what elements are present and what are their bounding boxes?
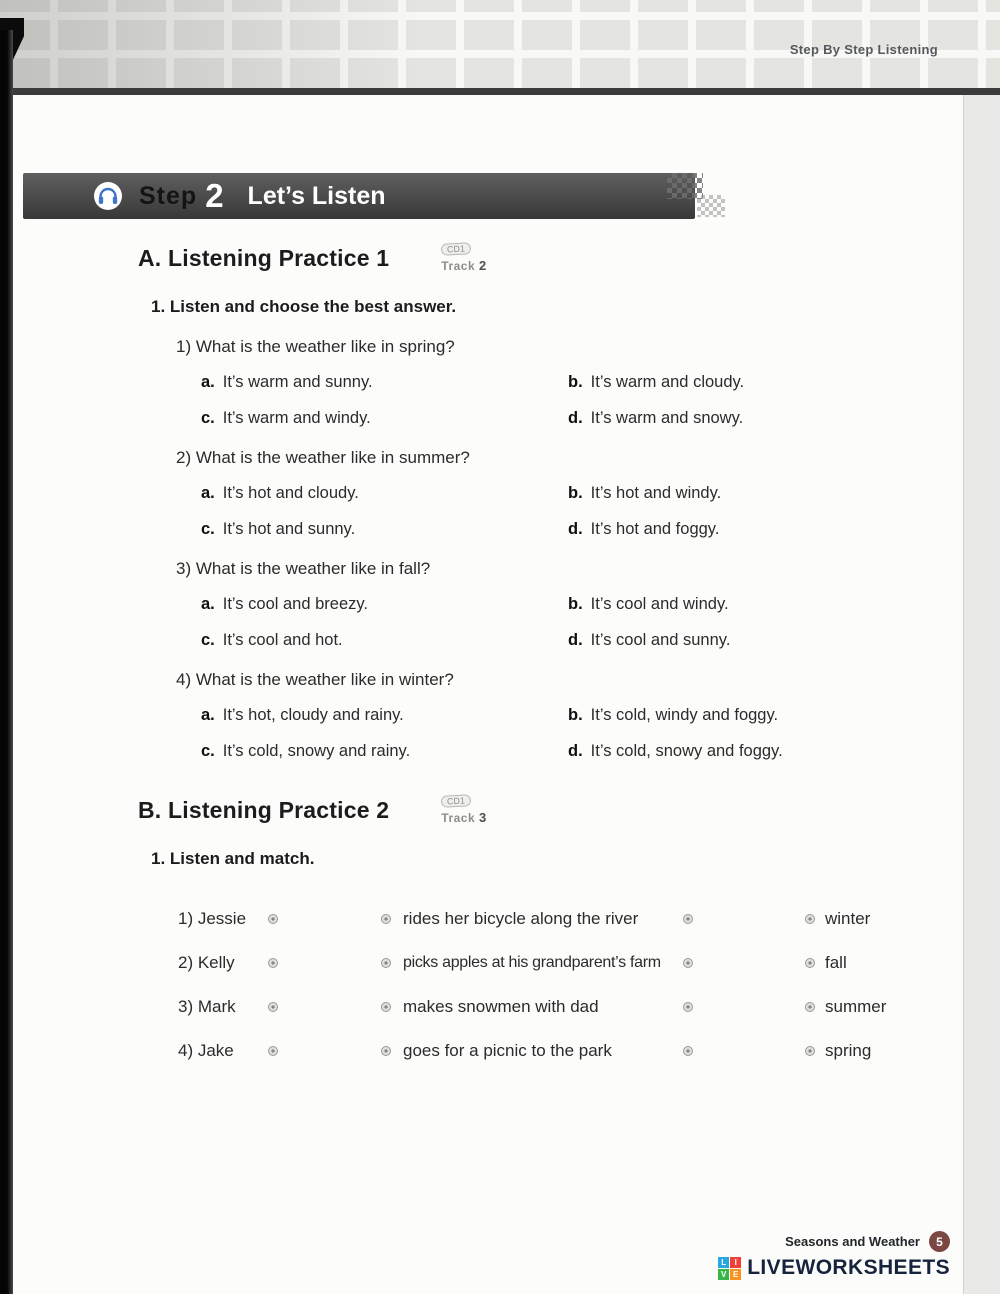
match-dot[interactable] <box>805 1046 815 1056</box>
question-3-prompt: 3) What is the weather like in fall? <box>176 559 431 578</box>
cd-label: CD1 <box>441 242 472 256</box>
match-activity: rides her bicycle along the river <box>403 909 639 928</box>
match-activity-cell <box>381 997 693 1017</box>
section-a-title: A. Listening Practice 1 <box>138 245 390 271</box>
book-spine-shadow <box>0 30 13 1294</box>
match-dot[interactable] <box>683 958 693 968</box>
match-dot[interactable] <box>268 914 278 924</box>
question-1-prompt: 1) What is the weather like in spring? <box>176 337 455 356</box>
match-dot[interactable] <box>268 1046 278 1056</box>
option-b[interactable]: b. It’s cold, windy and foggy. <box>568 706 779 724</box>
step-banner <box>23 173 695 219</box>
match-dot[interactable] <box>805 1002 815 1012</box>
cd-track-badge <box>441 791 486 825</box>
track-label: Track 3 <box>441 810 487 825</box>
question-2 <box>13 448 963 539</box>
banner-text <box>139 177 386 215</box>
question-3 <box>13 559 963 650</box>
question-2-prompt: 2) What is the weather like in summer? <box>176 448 470 467</box>
match-row <box>178 909 963 929</box>
match-activity-cell <box>381 909 693 929</box>
liveworksheets-wordmark: LIVEWORKSHEETS <box>747 1256 950 1279</box>
match-dot[interactable] <box>381 958 391 968</box>
match-activity: makes snowmen with dad <box>403 997 599 1016</box>
match-name-cell <box>178 997 278 1017</box>
match-activity: goes for a picnic to the park <box>403 1041 612 1060</box>
option-b[interactable]: b. It’s cool and windy. <box>568 595 729 613</box>
match-dot[interactable] <box>268 958 278 968</box>
match-season-cell <box>805 997 886 1017</box>
option-d[interactable]: d. It’s cold, snowy and foggy. <box>568 742 783 760</box>
footer-unit-line <box>718 1231 950 1252</box>
option-c[interactable]: c. It’s warm and windy. <box>201 409 371 427</box>
match-name: 1) Jessie <box>178 909 247 928</box>
question-4 <box>13 670 963 761</box>
banner-step-word: Step <box>139 181 198 210</box>
section-b-title: B. Listening Practice 2 <box>138 797 390 823</box>
question-4-prompt: 4) What is the weather like in winter? <box>176 670 454 689</box>
option-d[interactable]: d. It’s cool and sunny. <box>568 631 731 649</box>
question-3-options-row-1 <box>201 595 963 614</box>
question-2-options-row-2 <box>201 520 963 539</box>
match-dot[interactable] <box>381 1002 391 1012</box>
banner-step-number: 2 <box>205 177 224 214</box>
top-rule <box>0 88 1000 95</box>
book-brand: Step By Step Listening <box>789 42 938 57</box>
option-a[interactable]: a. It’s hot, cloudy and rainy. <box>201 706 404 724</box>
match-name-cell <box>178 909 278 929</box>
match-row <box>178 1041 963 1061</box>
match-dot[interactable] <box>381 1046 391 1056</box>
cd-label: CD1 <box>441 794 472 808</box>
match-dot[interactable] <box>268 1002 278 1012</box>
match-row <box>178 953 963 973</box>
headphones-icon <box>93 181 123 216</box>
sheet-content <box>13 95 963 1294</box>
question-1-options-row-1 <box>201 373 963 392</box>
question-4-options-row-2 <box>201 742 963 761</box>
option-c[interactable]: c. It’s cool and hot. <box>201 631 343 649</box>
match-name: 2) Kelly <box>178 953 235 972</box>
option-d[interactable]: d. It’s warm and snowy. <box>568 409 744 427</box>
option-d[interactable]: d. It’s hot and foggy. <box>568 520 720 538</box>
pixel-dissolve-decoration <box>697 195 725 217</box>
match-dot[interactable] <box>683 914 693 924</box>
cd-track-badge <box>441 239 486 273</box>
match-row <box>178 997 963 1017</box>
match-name-cell <box>178 1041 278 1061</box>
match-activity-cell <box>381 1041 693 1061</box>
track-number: 2 <box>479 258 487 273</box>
practice1-instruction: 1. Listen and choose the best answer. <box>151 297 457 316</box>
question-3-options-row-2 <box>201 631 963 650</box>
match-name: 3) Mark <box>178 997 236 1016</box>
option-a[interactable]: a. It’s cool and breezy. <box>201 595 368 613</box>
question-4-options-row-1 <box>201 706 963 725</box>
match-season: fall <box>825 953 847 972</box>
option-c[interactable]: c. It’s cold, snowy and rainy. <box>201 742 411 760</box>
match-activity-cell <box>381 954 693 972</box>
practice2-instruction: 1. Listen and match. <box>151 849 315 868</box>
page-number-badge: 5 <box>929 1231 950 1252</box>
option-b[interactable]: b. It’s hot and windy. <box>568 484 722 502</box>
option-b[interactable]: b. It’s warm and cloudy. <box>568 373 745 391</box>
option-a[interactable]: a. It’s warm and sunny. <box>201 373 373 391</box>
match-dot[interactable] <box>805 914 815 924</box>
question-2-options-row-1 <box>201 484 963 503</box>
match-season: spring <box>825 1041 872 1060</box>
match-season-cell <box>805 1041 871 1061</box>
section-b-header <box>138 797 963 825</box>
match-name-cell <box>178 953 278 973</box>
match-season-cell <box>805 909 870 929</box>
match-season: summer <box>825 997 887 1016</box>
page-right-margin <box>963 95 1000 1294</box>
match-dot[interactable] <box>683 1002 693 1012</box>
page-footer <box>718 1231 950 1280</box>
question-1-options-row-2 <box>201 409 963 428</box>
match-name: 4) Jake <box>178 1041 234 1060</box>
track-number: 3 <box>479 810 487 825</box>
unit-title: Seasons and Weather <box>785 1234 920 1249</box>
match-dot[interactable] <box>683 1046 693 1056</box>
question-1 <box>13 337 963 428</box>
liveworksheets-tiles-icon: L I V E <box>718 1257 741 1280</box>
liveworksheets-logo <box>718 1256 950 1280</box>
track-label: Track 2 <box>441 258 487 273</box>
match-season-cell <box>805 953 847 973</box>
option-a[interactable]: a. It’s hot and cloudy. <box>201 484 359 502</box>
section-a-header <box>138 245 963 273</box>
match-season: winter <box>825 909 871 928</box>
option-c[interactable]: c. It’s hot and sunny. <box>201 520 356 538</box>
match-activity: picks apples at his grandparent’s farm <box>403 954 661 971</box>
match-dot[interactable] <box>381 914 391 924</box>
match-dot[interactable] <box>805 958 815 968</box>
banner-title: Let’s Listen <box>247 181 386 210</box>
